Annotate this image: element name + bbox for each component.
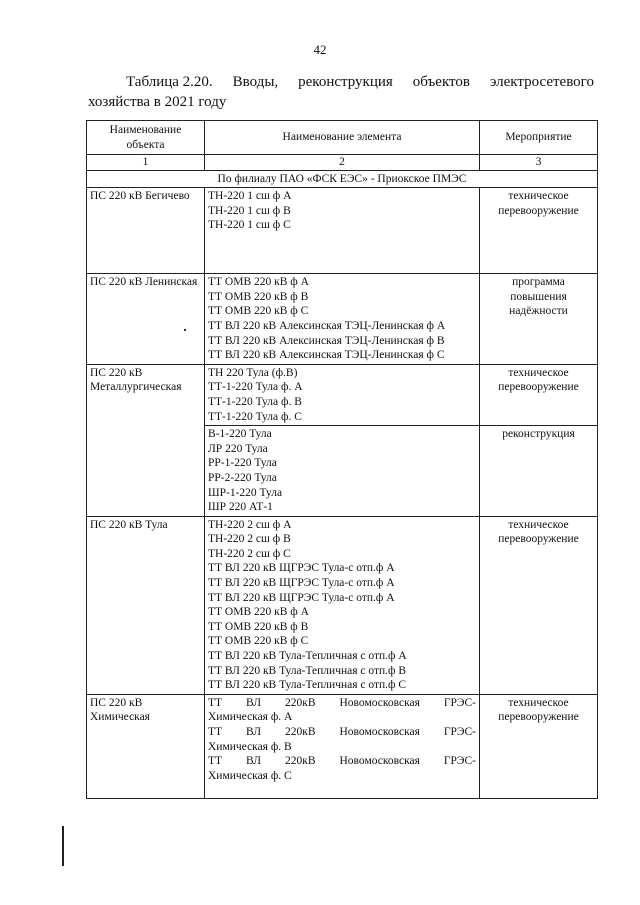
action-cell: программа повышения надёжности xyxy=(480,274,598,365)
element-item: ТТ ВЛ 220кВ Новомосковская ГРЭС- xyxy=(208,726,476,738)
table-row xyxy=(87,274,598,365)
object-cell: ПС 220 кВ Химическая xyxy=(87,694,205,798)
element-item: ТН-220 1 сш ф А xyxy=(208,190,292,203)
element-item: ТТ ОМВ 220 кВ ф А xyxy=(208,606,309,619)
element-item: ШР 220 АТ-1 xyxy=(208,501,273,514)
column-number: 3 xyxy=(480,155,598,171)
element-cell xyxy=(205,426,480,517)
action-cell: техническое перевооружение xyxy=(480,694,598,798)
header-element: Наименование элемента xyxy=(205,121,480,155)
object-cell: ПС 220 кВ Ленинская xyxy=(87,274,205,365)
element-item: Химическая ф. А xyxy=(208,711,293,724)
element-item: ТН-220 2 сш ф А xyxy=(208,518,292,531)
element-item: ТН 220 Тула (ф.В) xyxy=(208,366,298,379)
element-item: ТН-220 2 сш ф В xyxy=(208,533,291,546)
action-cell: реконструкция xyxy=(480,426,598,517)
branch-row: По филиалу ПАО «ФСК ЕЭС» - Приокское ПМЭС xyxy=(87,170,598,188)
element-cell xyxy=(205,364,480,425)
element-item: В-1-220 Тула xyxy=(208,428,272,441)
object-cell: ПС 220 кВ Тула xyxy=(87,516,205,694)
action-cell: техническое перевооружение xyxy=(480,188,598,274)
column-number: 2 xyxy=(205,155,480,171)
element-item: ТТ-1-220 Тула ф. А xyxy=(208,381,303,394)
margin-mark xyxy=(62,826,64,866)
caption-line-1 xyxy=(88,72,594,92)
element-item: ТТ ОМВ 220 кВ ф С xyxy=(208,635,309,648)
element-item: ТТ-1-220 Тула ф. С xyxy=(208,410,302,423)
table-caption xyxy=(88,72,594,112)
table-row xyxy=(87,188,598,274)
element-cell xyxy=(205,694,480,798)
table-row xyxy=(87,694,598,798)
action-cell: техническое перевооружение xyxy=(480,364,598,425)
element-cell xyxy=(205,188,480,274)
element-item: ТТ ВЛ 220 кВ Алексинская ТЭЦ-Ленинская ф В xyxy=(208,334,445,347)
header-action: Мероприятие xyxy=(480,121,598,155)
action-cell: техническое перевооружение xyxy=(480,516,598,694)
element-item: РР-2-220 Тула xyxy=(208,471,277,484)
element-item: Химическая ф. С xyxy=(208,769,292,782)
caption-word: Вводы, xyxy=(232,74,279,90)
element-item: ТТ-1-220 Тула ф. В xyxy=(208,395,302,408)
table-row xyxy=(87,364,598,425)
header-object: Наименование объекта xyxy=(87,121,205,155)
equipment-table xyxy=(86,120,598,799)
caption-line-2: хозяйства в 2021 году xyxy=(88,94,227,110)
element-item: ТТ ВЛ 220 кВ Алексинская ТЭЦ-Ленинская ф С xyxy=(208,349,445,362)
element-item: ТТ ВЛ 220 кВ Тула-Тепличная с отп.ф В xyxy=(208,664,407,677)
element-item: ТН-220 2 сш ф С xyxy=(208,547,291,560)
column-number: 1 xyxy=(87,155,205,171)
object-cell: ПС 220 кВ Бегичево xyxy=(87,188,205,274)
page-number: 42 xyxy=(313,42,327,57)
element-item: ТН-220 1 сш ф В xyxy=(208,204,291,217)
element-item: ТТ ВЛ 220кВ Новомосковская ГРЭС- xyxy=(208,755,476,768)
scan-speck xyxy=(184,329,186,331)
caption-label: Таблица 2.20. xyxy=(126,74,213,90)
element-item: ТТ ВЛ 220 кВ Тула-Тепличная с отп.ф С xyxy=(208,679,407,692)
element-item: ТТ ВЛ 220 кВ Тула-Тепличная с отп.ф А xyxy=(208,650,407,663)
element-item: ТТ ОМВ 220 кВ ф В xyxy=(208,290,309,303)
element-item: ТТ ОМВ 220 кВ ф С xyxy=(208,305,309,318)
caption-word: электросетевого xyxy=(489,74,594,90)
element-cell xyxy=(205,516,480,694)
element-item: ТТ ВЛ 220 кВ ЩГРЭС Тула-с отп.ф А xyxy=(208,591,395,604)
element-item: ТТ ОМВ 220 кВ ф А xyxy=(208,276,309,289)
element-item: ТТ ВЛ 220 кВ ЩГРЭС Тула-с отп.ф А xyxy=(208,577,395,590)
element-cell xyxy=(205,274,480,365)
table-row xyxy=(87,516,598,694)
object-cell: ПС 220 кВ Металлургическая xyxy=(87,364,205,516)
element-item: ЛР 220 Тула xyxy=(208,442,268,455)
element-item: ТТ ВЛ 220кВ Новомосковская ГРЭС- xyxy=(208,696,476,709)
element-item: ТН-220 1 сш ф С xyxy=(208,219,291,232)
element-item: ТТ ОМВ 220 кВ ф В xyxy=(208,620,309,633)
element-item: ТТ ВЛ 220 кВ ЩГРЭС Тула-с отп.ф А xyxy=(208,562,395,575)
element-item: Химическая ф. В xyxy=(208,740,292,753)
element-item: РР-1-220 Тула xyxy=(208,457,277,470)
caption-word: объектов xyxy=(412,74,470,90)
element-item: ТТ ВЛ 220 кВ Алексинская ТЭЦ-Ленинская ф А xyxy=(208,319,446,332)
caption-word: реконструкция xyxy=(298,74,393,90)
element-item: ШР-1-220 Тула xyxy=(208,486,283,499)
